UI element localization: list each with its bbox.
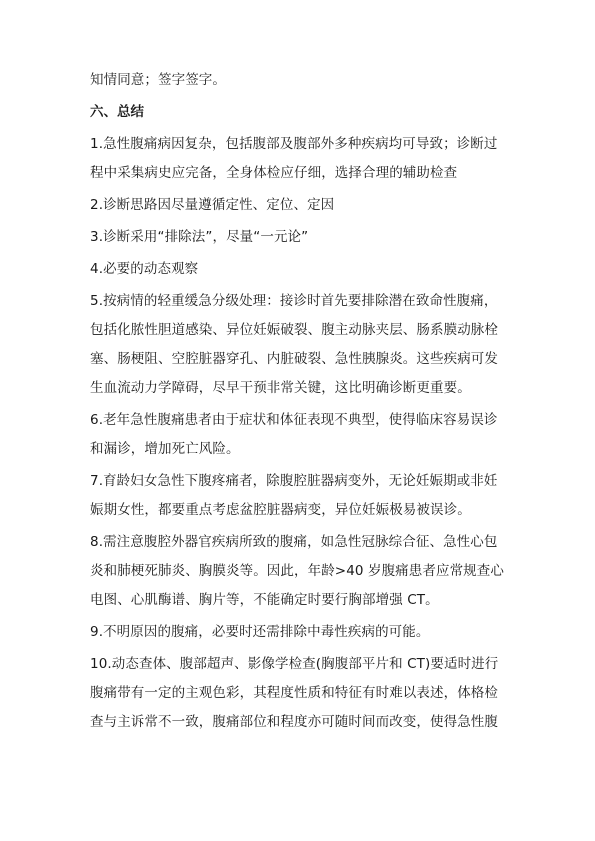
- paragraph-line: 包括化脓性胆道感染、异位妊娠破裂、腹主动脉夹层、肠系膜动脉栓: [90, 322, 498, 338]
- paragraph-line: 和漏诊，增加死亡风险。: [90, 441, 240, 457]
- summary-paragraph: [90, 134, 515, 183]
- section-heading: 六、总结: [90, 104, 144, 120]
- paragraph-line: 生血流动力学障碍，尽早干预非常关键，这比明确诊断更重要。: [90, 380, 471, 396]
- paragraph-line: 炎和肺梗死肺炎、胸膜炎等。因此，年龄>40 岁腹痛患者应常规查心: [90, 563, 504, 579]
- summary-paragraph: [90, 622, 515, 642]
- paragraph-line: 塞、肠梗阻、空腔脏器穿孔、内脏破裂、急性胰腺炎。这些疾病可发: [90, 351, 498, 367]
- summary-paragraph: [90, 259, 515, 279]
- summary-paragraph: [90, 410, 515, 459]
- paragraph-line: 9.不明原因的腹痛，必要时还需排除中毒性疾病的可能。: [90, 624, 430, 640]
- paragraph-line: 3.诊断采用“排除法”，尽量“一元论”: [90, 229, 309, 245]
- summary-paragraph: [90, 227, 515, 247]
- paragraph-line: 程中采集病史应完备，全身体检应仔细，选择合理的辅助检查: [90, 165, 458, 181]
- summary-paragraph: [90, 291, 515, 398]
- paragraph-line: 电图、心肌酶谱、胸片等，不能确定时要行胸部增强 CT。: [90, 592, 439, 608]
- summary-paragraph: [90, 654, 515, 732]
- paragraph-line: 娠期女性，都要重点考虑盆腔脏器病变，异位妊娠极易被误诊。: [90, 502, 471, 518]
- summary-paragraph: [90, 195, 515, 215]
- paragraph-line: 4.必要的动态观察: [90, 261, 199, 277]
- paragraph-line: 8.需注意腹腔外器官疾病所致的腹痛，如急性冠脉综合征、急性心包: [90, 534, 498, 550]
- summary-paragraph: [90, 471, 515, 520]
- paragraph-line: 6.老年急性腹痛患者由于症状和体征表现不典型，使得临床容易误诊: [90, 412, 498, 428]
- paragraph-line: 5.按病情的轻重缓急分级处理：接诊时首先要排除潜在致命性腹痛，: [90, 293, 498, 309]
- summary-body: [90, 134, 515, 732]
- summary-paragraph: [90, 532, 515, 610]
- paragraph-line: 1.急性腹痛病因复杂，包括腹部及腹部外多种疾病均可导致；诊断过: [90, 136, 498, 152]
- paragraph-line: 腹痛带有一定的主观色彩，其程度性质和特征有时难以表述，体格检: [90, 685, 498, 701]
- paragraph-line: 10.动态查体、腹部超声、影像学检查(胸腹部平片和 CT)要适时进行: [90, 656, 499, 672]
- top-line: 知情同意；签字签字。: [90, 72, 226, 88]
- paragraph-line: 2.诊断思路因尽量遵循定性、定位、定因: [90, 197, 335, 213]
- paragraph-line: 查与主诉常不一致，腹痛部位和程度亦可随时间而改变，使得急性腹: [90, 714, 498, 730]
- paragraph-line: 7.育龄妇女急性下腹疼痛者，除腹腔脏器病变外，无论妊娠期或非妊: [90, 473, 498, 489]
- document-page: [90, 70, 515, 732]
